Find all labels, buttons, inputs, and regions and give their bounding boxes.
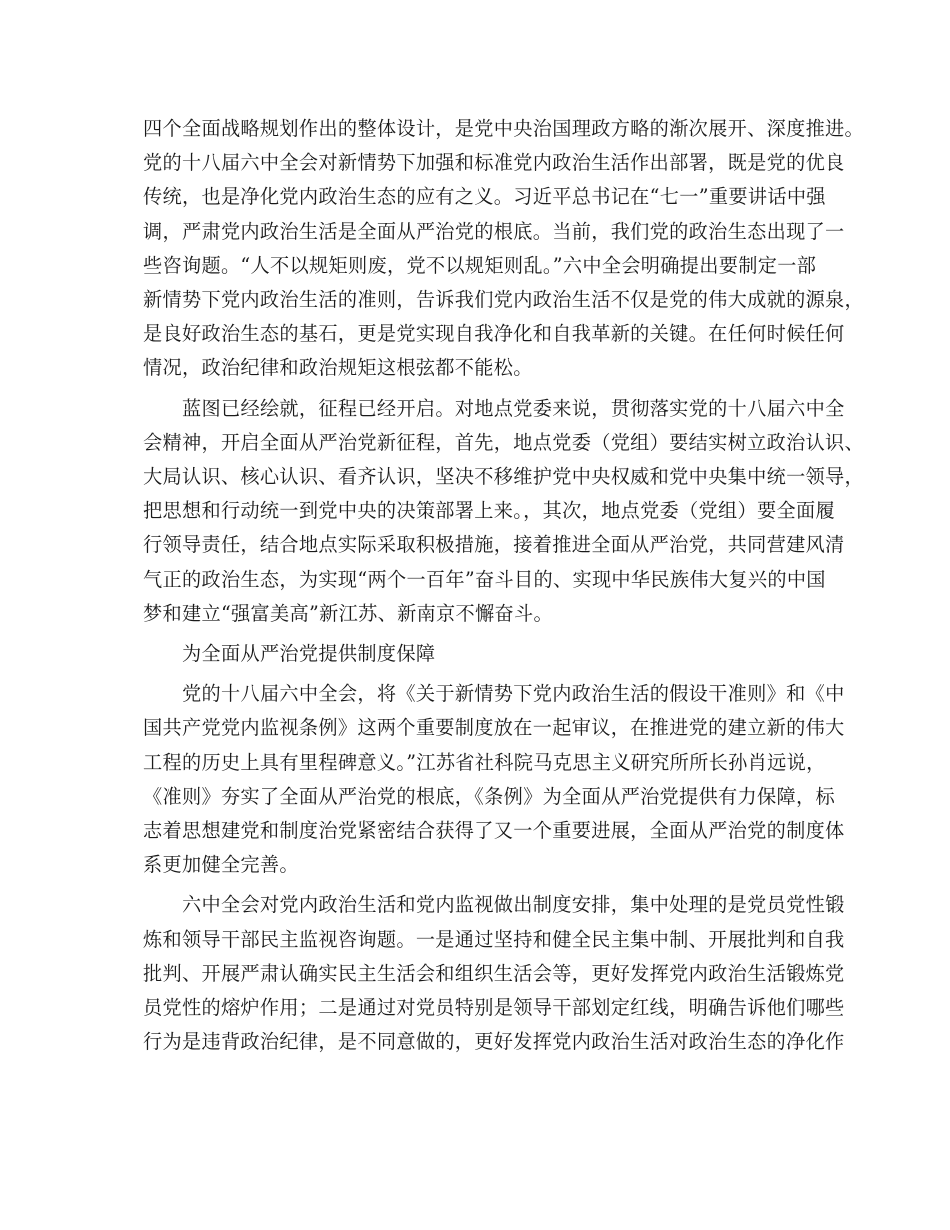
text-line: 行为是违背政治纪律，是不同意做的，更好发挥党内政治生活对政治生态的净化作 xyxy=(143,1030,845,1054)
text-line: 四个全面战略规划作出的整体设计，是党中央治国理政方略的渐次展开、深度推进。 xyxy=(143,117,865,140)
text-line: 大局认识、核心认识、看齐认识，坚决不移维护党中央权威和党中央集中统一领导， xyxy=(143,465,865,489)
text-line: 员党性的熔炉作用；二是通过对党员特别是领导干部划定红线，明确告诉他们哪些 xyxy=(143,996,845,1020)
text-line: 传统，也是净化党内政治生态的应有之义。习近平总书记在“七一”重要讲话中强 xyxy=(143,185,826,209)
document-body xyxy=(143,112,865,1059)
text-line: 六中全会对党内政治生活和党内监视做出制度安排，集中处理的是党员党性锻 xyxy=(182,893,845,917)
text-line: 些咨询题。“人不以规矩则废，党不以规矩则乱。”六中全会明确提出要制定一部 xyxy=(143,253,817,277)
section-heading-text: 为全面从严治党提供制度保障 xyxy=(182,642,436,666)
paragraph-1 xyxy=(143,112,865,386)
paragraph-2 xyxy=(143,392,865,631)
text-line: 梦和建立“强富美高”新江苏、新南京不懈奋斗。 xyxy=(143,601,553,625)
text-line: 党的十八届六中全会，将《关于新情势下党内政治生活的假设干准则》和《中 xyxy=(182,682,845,706)
text-line: 气正的政治生态，为实现“两个一百年”奋斗目的、实现中华民族伟大复兴的中国 xyxy=(143,567,826,591)
text-line: 蓝图已经绘就，征程已经开启。对地点党委来说，贯彻落实党的十八届六中全 xyxy=(182,396,845,420)
section-heading xyxy=(143,637,807,671)
text-line: 是良好政治生态的基石，更是党实现自我净化和自我革新的关键。在任何时候任何 xyxy=(143,322,845,346)
text-line: 情况，政治纪律和政治规矩这根弦都不能松。 xyxy=(143,356,533,380)
text-line: 把思想和行动统一到党中央的决策部署上来。，其次，地点党委（党组）要全面履 xyxy=(143,499,835,523)
text-line: 工程的历史上具有里程碑意义。”江苏省社科院马克思主义研究所所长孙肖远说， xyxy=(143,750,826,774)
text-line: 炼和领导干部民主监视咨询题。一是通过坚持和健全民主集中制、开展批判和自我 xyxy=(143,927,845,951)
text-line: 志着思想建党和制度治党紧密结合获得了又一个重要进展，全面从严治党的制度体 xyxy=(143,819,845,843)
paragraph-4 xyxy=(143,677,845,882)
text-line: 系更加健全完善。 xyxy=(143,853,299,877)
text-line: 会精神，开启全面从严治党新征程，首先，地点党委（党组）要结实树立政治认识、 xyxy=(143,430,865,454)
text-line: 调，严肃党内政治生活是全面从严治党的根底。当前，我们党的政治生态出现了一 xyxy=(143,219,845,243)
text-line: 行领导责任，结合地点实际采取积极措施，接着推进全面从严治党，共同营建风清 xyxy=(143,533,845,557)
text-line: 批判、开展严肃认确实民主生活会和组织生活会等，更好发挥党内政治生活锻炼党 xyxy=(143,961,845,985)
paragraph-5 xyxy=(143,888,845,1059)
text-line: 党的十八届六中全会对新情势下加强和标准党内政治生活作出部署，既是党的优良 xyxy=(143,151,845,175)
text-line: 国共产党党内监视条例》这两个重要制度放在一起审议，在推进党的建立新的伟大 xyxy=(143,716,845,740)
text-line: 新情势下党内政治生活的准则，告诉我们党内政治生活不仅是党的伟大成就的源泉， xyxy=(143,288,865,312)
text-line: 《准则》夯实了全面从严治党的根底，《条例》为全面从严治党提供有力保障，标 xyxy=(143,784,835,808)
